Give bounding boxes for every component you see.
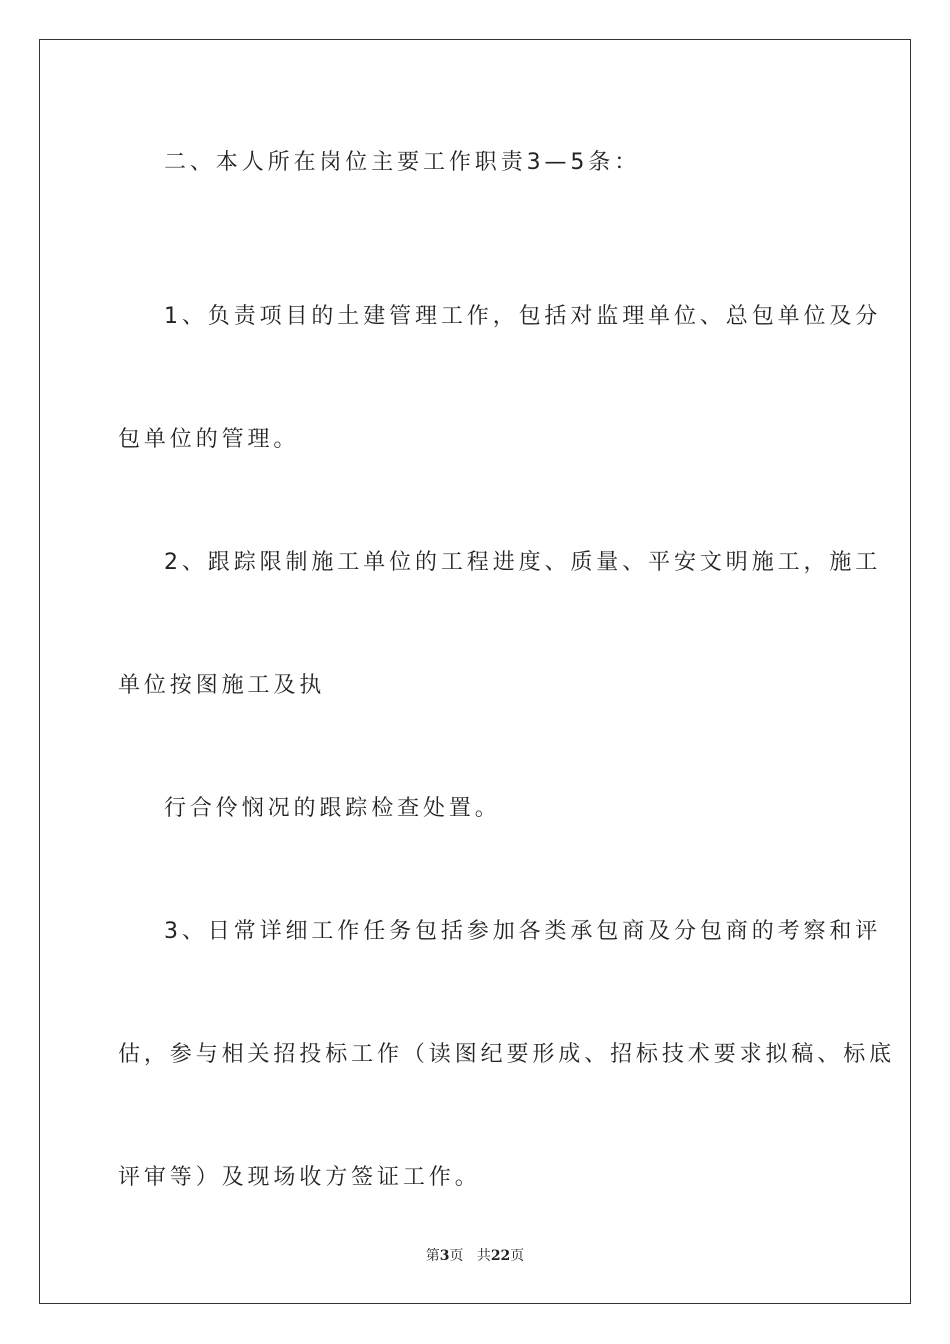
paragraph-line: 估，参与相关招投标工作（读图纪要形成、招标技术要求拟稿、标底 <box>118 1042 896 1067</box>
footer-total-pages: 22 <box>490 1248 511 1264</box>
footer-page-prefix: 第 <box>425 1248 440 1264</box>
paragraph-line: 单位按图施工及执 <box>118 673 326 698</box>
footer-page-suffix: 页 <box>449 1248 464 1264</box>
paragraph-line: 评审等）及现场收方签证工作。 <box>118 1165 481 1190</box>
paragraph-line: 3、日常详细工作任务包括参加各类承包商及分包商的考察和评 <box>164 919 882 944</box>
section-heading: 二、本人所在岗位主要工作职责3—5条： <box>164 150 641 175</box>
paragraph-line: 1、负责项目的土建管理工作，包括对监理单位、总包单位及分 <box>164 304 882 329</box>
footer-total-prefix: 共 <box>476 1248 491 1264</box>
footer-total-suffix: 页 <box>510 1248 525 1264</box>
footer-page-number: 3 <box>439 1248 450 1264</box>
page-frame <box>39 39 911 1304</box>
paragraph-line: 2、跟踪限制施工单位的工程进度、质量、平安文明施工，施工 <box>164 550 882 575</box>
page-footer <box>40 1245 910 1265</box>
paragraph-line: 包单位的管理。 <box>118 427 300 452</box>
paragraph-line: 行合伶悯况的跟踪检查处置。 <box>164 796 501 821</box>
